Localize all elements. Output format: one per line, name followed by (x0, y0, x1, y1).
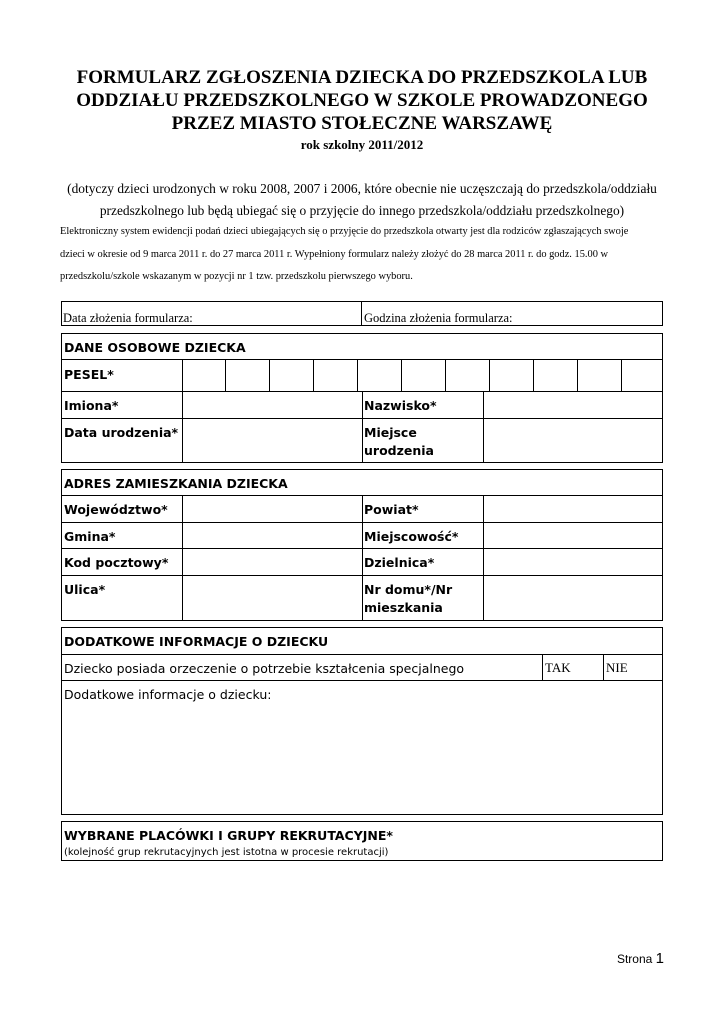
more-info-textarea[interactable] (62, 704, 662, 813)
voivodeship-label: Województwo* (64, 502, 168, 517)
submission-time-label: Godzina złożenia formularza: (364, 311, 513, 325)
pesel-digit-1[interactable] (183, 359, 226, 391)
birth-place-label (364, 424, 434, 460)
pesel-digit-10[interactable] (578, 359, 622, 391)
deadline-info (60, 221, 670, 289)
district-field[interactable] (483, 548, 662, 575)
personal-data-heading: DANE OSOBOWE DZIECKA (64, 340, 246, 355)
pesel-digit-7[interactable] (446, 359, 490, 391)
surname-label: Nazwisko* (364, 398, 437, 413)
pesel-digit-11[interactable] (622, 359, 662, 391)
pesel-digit-5[interactable] (358, 359, 402, 391)
first-names-label: Imiona* (64, 398, 119, 413)
submission-box (61, 301, 663, 326)
county-label: Powiat* (364, 502, 419, 517)
locality-label: Miejscowość* (364, 529, 459, 544)
additional-info-heading: DODATKOWE INFORMACJE O DZIECKU (64, 634, 329, 649)
selected-facilities-heading: WYBRANE PLACÓWKI I GRUPY REKRUTACYJNE* (64, 828, 393, 843)
street-field[interactable] (182, 575, 363, 620)
eligibility-note-line-1: (dotyczy dzieci urodzonych w roku 2008, 2007 i 2006, które obecnie nie uczęszczają do przedszkola/oddziału (67, 181, 657, 196)
commune-field[interactable] (182, 522, 363, 548)
personal-data-section (61, 333, 663, 463)
special-needs-label: Dziecko posiada orzeczenie o potrzebie kształcenia specjalnego (64, 661, 465, 676)
birth-date-label: Data urodzenia* (64, 425, 179, 440)
page-number (617, 950, 664, 967)
page-label: Strona (616, 952, 653, 966)
special-needs-no-option[interactable] (604, 654, 662, 680)
house-number-field[interactable] (483, 575, 662, 620)
eligibility-note (40, 178, 684, 222)
birth-place-field[interactable] (483, 418, 662, 462)
pesel-label: PESEL* (64, 367, 114, 382)
birth-place-label-line-2: urodzenia (364, 443, 434, 458)
additional-info-section (61, 627, 663, 815)
special-needs-yes-option[interactable] (543, 654, 603, 680)
street-label: Ulica* (64, 582, 106, 597)
pesel-digit-2[interactable] (226, 359, 270, 391)
birth-place-label-line-1: Miejsce (364, 425, 417, 440)
house-number-label-line-1: Nr domu*/Nr (364, 582, 453, 597)
address-section (61, 469, 663, 621)
selected-facilities-section (61, 821, 663, 861)
title-line-3: PRZEZ MIASTO STOŁECZNE WARSZAWĘ (171, 113, 553, 134)
locality-field[interactable] (483, 522, 662, 548)
first-names-field[interactable] (182, 391, 363, 418)
postal-code-label: Kod pocztowy* (64, 555, 169, 570)
deadline-info-line-2: dzieci w okresie od 9 marca 2011 r. do 27 marca 2011 r. Wypełniony formularz należy złożyć do 28 marca 2011 r. do godz. 15.00 w (60, 248, 608, 260)
district-label: Dzielnica* (364, 555, 435, 570)
title-line-2: ODDZIAŁU PRZEDSZKOLNEGO W SZKOLE PROWADZONEGO (76, 90, 648, 111)
submission-date-label: Data złożenia formularza: (63, 311, 193, 325)
house-number-label-line-2: mieszkania (364, 600, 443, 615)
birth-date-field[interactable] (182, 418, 363, 462)
postal-code-field[interactable] (182, 548, 363, 575)
voivodeship-field[interactable] (182, 495, 363, 522)
more-info-label: Dodatkowe informacje o dziecku: (64, 687, 272, 702)
selected-facilities-subtext: (kolejność grup rekrutacyjnych jest istotna w procesie rekrutacji) (64, 847, 389, 858)
eligibility-note-line-2: przedszkolnego lub będą ubiegać się o przyjęcie do innego przedszkola/oddziału przedszkolnego) (99, 203, 625, 218)
pesel-digit-3[interactable] (270, 359, 314, 391)
title-line-1: FORMULARZ ZGŁOSZENIA DZIECKA DO PRZEDSZKOLA LUB (76, 67, 648, 88)
county-field[interactable] (483, 495, 662, 522)
no-label: NIE (606, 660, 628, 675)
yes-label: TAK (545, 660, 571, 675)
pesel-digit-9[interactable] (534, 359, 578, 391)
surname-field[interactable] (483, 391, 662, 418)
pesel-digit-6[interactable] (402, 359, 446, 391)
address-heading: ADRES ZAMIESZKANIA DZIECKA (64, 476, 288, 491)
house-number-label (364, 581, 452, 617)
deadline-info-line-3: przedszkolu/szkole wskazanym w pozycji nr 1 tzw. przedszkolu pierwszego wyboru. (60, 271, 413, 282)
school-year: rok szkolny 2011/2012 (300, 137, 424, 152)
form-title (0, 66, 724, 135)
commune-label: Gmina* (64, 529, 116, 544)
pesel-digit-4[interactable] (314, 359, 358, 391)
deadline-info-line-1: Elektroniczny system ewidencji podań dzieci ubiegających się o przyjęcie do przedszkola otwarty jest dla rodziców zgłaszających swoje (60, 226, 629, 237)
pesel-digit-8[interactable] (490, 359, 534, 391)
page-number-value: 1 (655, 950, 664, 967)
